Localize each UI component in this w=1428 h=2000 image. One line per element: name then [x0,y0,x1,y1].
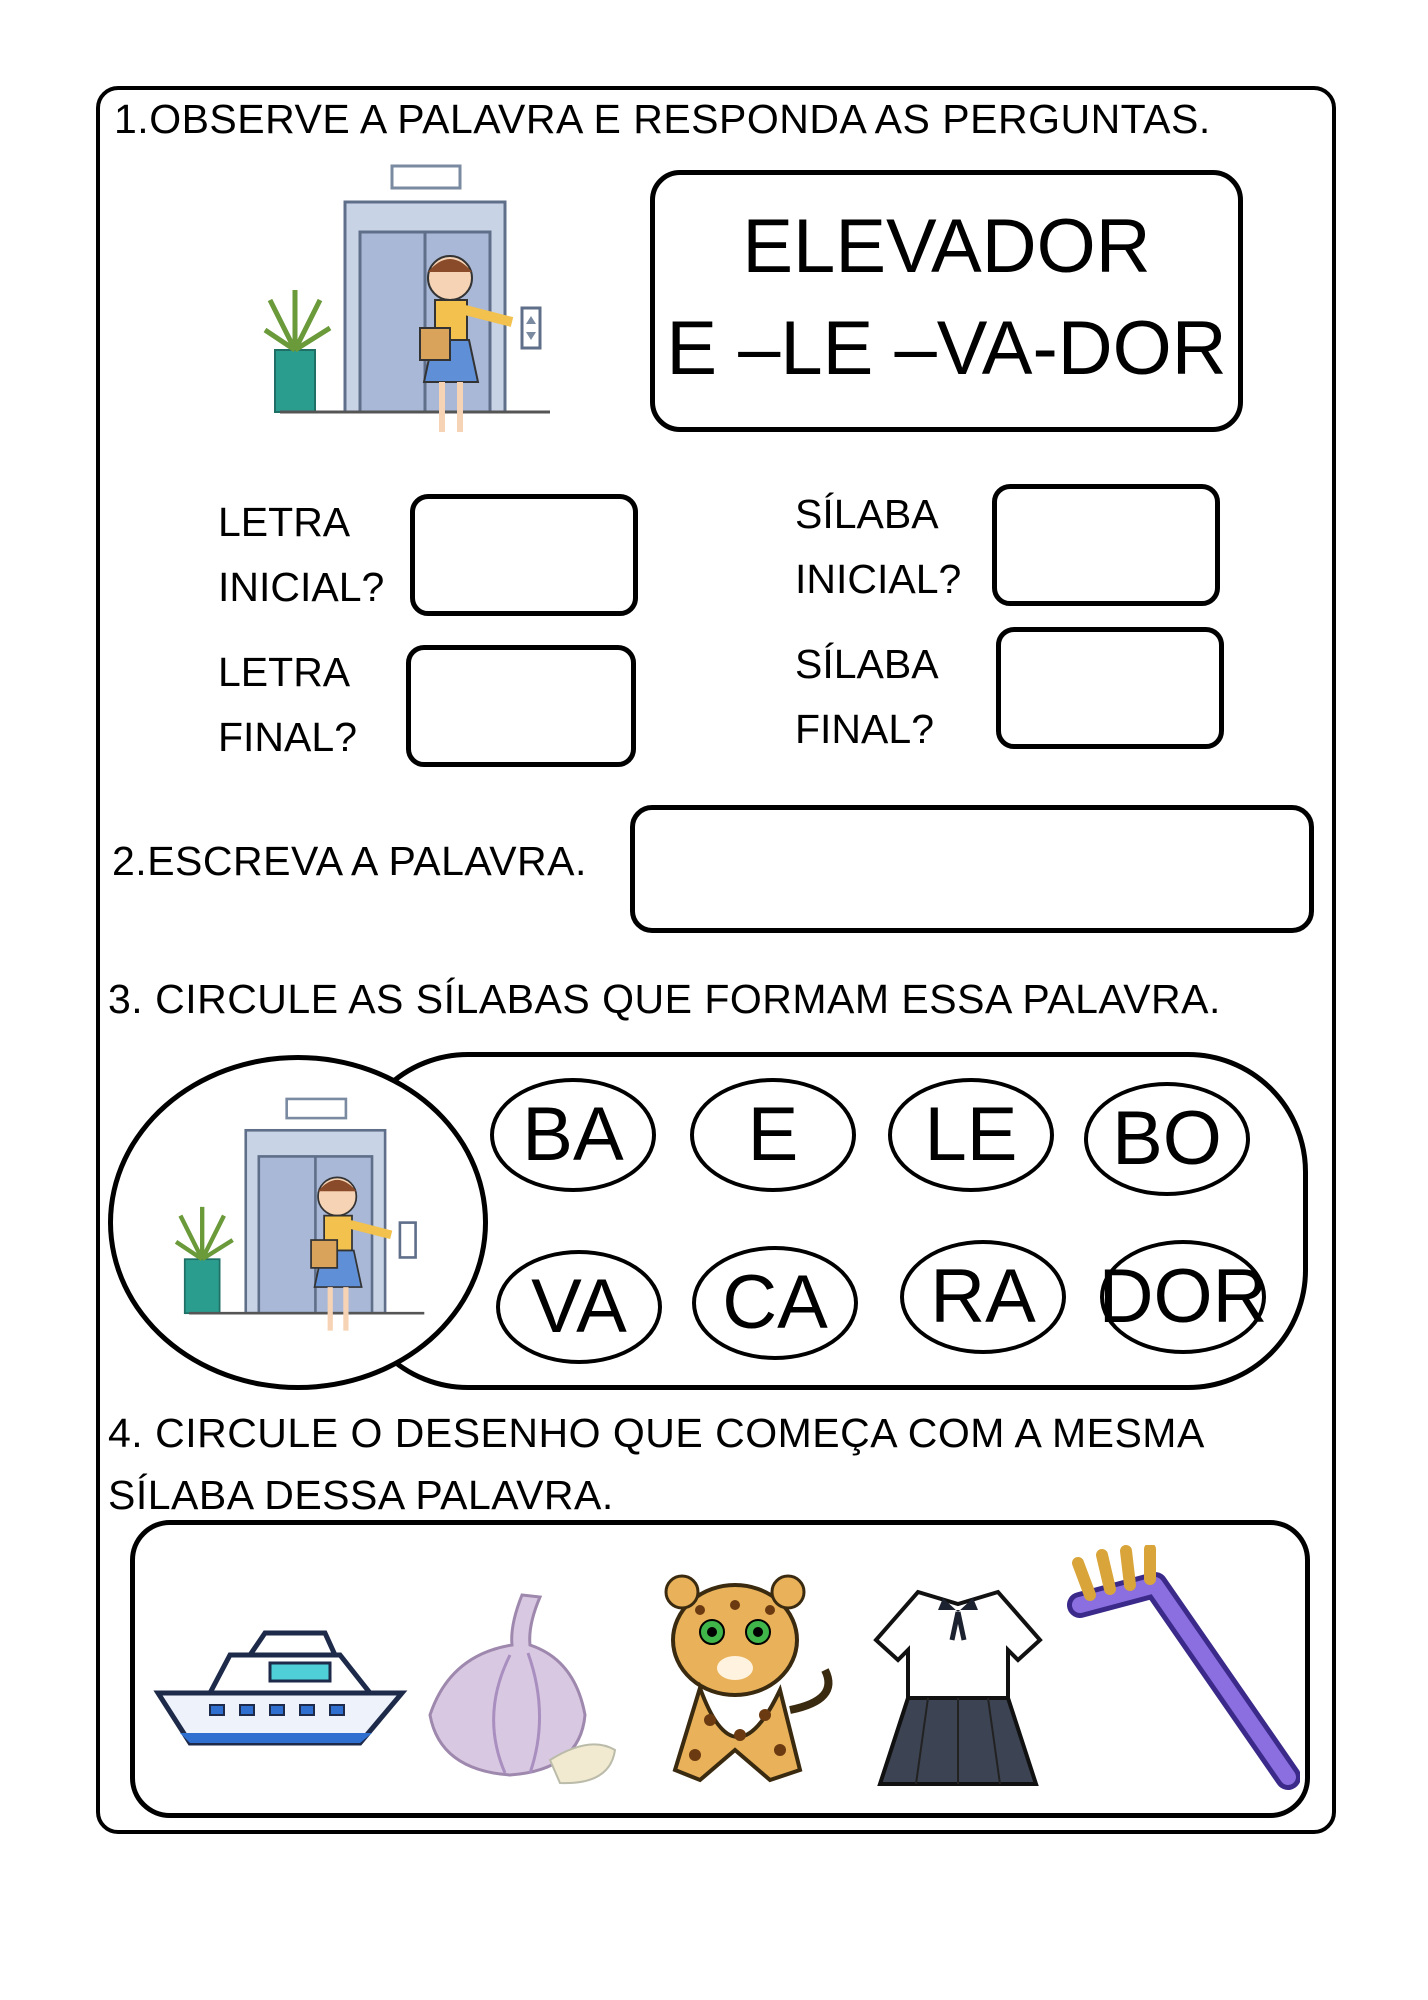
syllable-option[interactable]: LE [888,1078,1054,1192]
letra-final-answer-box[interactable] [406,645,636,767]
question-4-title: 4. CIRCULE O DESENHO QUE COMEÇA COM A MESMA SÍLABA DESSA PALAVRA. [108,1410,1205,1518]
syllable-option[interactable]: RA [900,1240,1066,1354]
boat-icon[interactable] [150,1615,410,1755]
toothbrush-icon[interactable] [1060,1545,1300,1795]
question-2-title: 2.ESCREVA A PALAVRA. [112,838,587,884]
silaba-final-label: SÍLABA FINAL? [795,641,939,752]
silaba-final-answer-box[interactable] [996,627,1224,749]
syllable-option[interactable]: BA [490,1078,656,1192]
question-1-title: 1.OBSERVE A PALAVRA E RESPONDA AS PERGUNTAS. [114,96,1211,142]
elevator-small-icon [163,1090,433,1350]
elevator-illustration [250,160,560,450]
elevator-circle [108,1055,488,1390]
word-box [650,170,1243,432]
silaba-inicial-label: SÍLABA INICIAL? [795,491,962,602]
letra-inicial-label: LETRA INICIAL? [218,499,385,610]
syllable-option[interactable]: VA [496,1250,662,1364]
uniform-icon[interactable] [868,1580,1048,1790]
write-word-answer-box[interactable] [630,805,1314,933]
word-syllables: E –LE –VA-DOR [666,306,1227,391]
garlic-icon[interactable] [410,1585,620,1785]
letra-inicial-answer-box[interactable] [410,494,638,616]
syllable-option[interactable]: E [690,1078,856,1192]
leopard-icon[interactable] [640,1570,840,1790]
syllable-option[interactable]: DOR [1100,1240,1266,1354]
word: ELEVADOR [742,204,1151,289]
silaba-inicial-answer-box[interactable] [992,484,1220,606]
syllable-option[interactable]: BO [1084,1082,1250,1196]
syllable-option[interactable]: CA [692,1246,858,1360]
letra-final-label: LETRA FINAL? [218,649,357,760]
question-3-title: 3. CIRCULE AS SÍLABAS QUE FORMAM ESSA PALAVRA. [108,976,1221,1022]
